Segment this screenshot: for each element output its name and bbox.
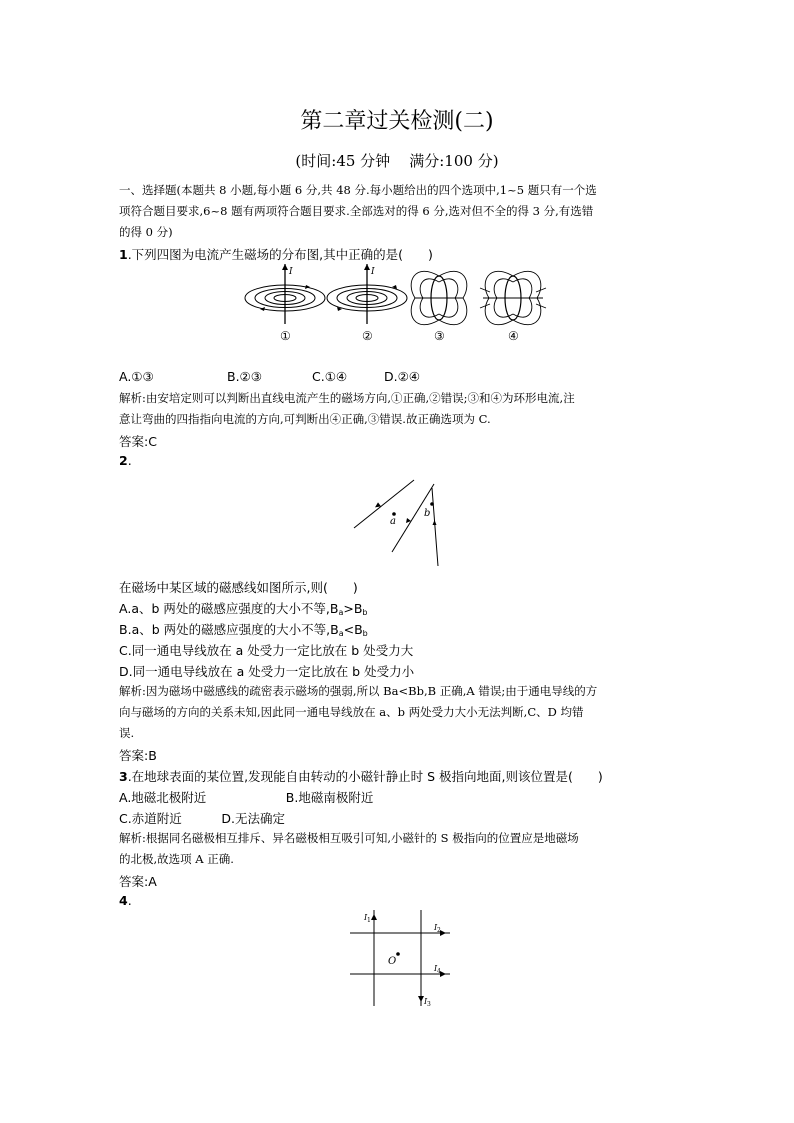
- q4-number: 4.: [119, 893, 132, 908]
- fig2-current-label: I: [371, 267, 375, 277]
- q2-opt-a-prefix: A.: [119, 601, 132, 616]
- point-a-label: a: [390, 516, 396, 527]
- q2-analysis-line3: 误.: [119, 726, 135, 740]
- label-i4-sub: 4: [437, 968, 441, 975]
- q3-options-row1: A.地磁北极附近 B.地磁南极附近: [119, 790, 374, 805]
- q4-number-text: 4: [119, 893, 128, 908]
- q2-option-a: [119, 599, 367, 617]
- q2-opt-a-text: a、b 两处的磁感应强度的大小不等,B: [131, 601, 339, 616]
- label-i3: I: [424, 997, 428, 1006]
- q3-options-row2: C.赤道附近 D.无法确定: [119, 811, 286, 826]
- q1-analysis-line2: 意让弯曲的四指指向电流的方向,可判断出④正确,③错误.故正确选项为 C.: [119, 412, 491, 426]
- q2-number: 2.: [119, 453, 132, 468]
- section-heading-line2: 项符合题目要求,6~8 题有两项符合题目要求.全部选对的得 6 分,选对但不全的得 3 分,有选错: [119, 204, 594, 218]
- q2-opt-a-relation: >B: [343, 601, 363, 616]
- q2-answer-value: :B: [144, 748, 157, 763]
- fig1-label: ①: [280, 329, 291, 343]
- q3-stem-text: .在地球表面的某位置,发现能自由转动的小磁针静止时 S 极指向地面,则该位置是( ): [127, 769, 603, 784]
- q2-opt-b-text: a、b 两处的磁感应强度的大小不等,B: [131, 622, 339, 637]
- point-b-label: b: [424, 508, 431, 519]
- q2-analysis-line2: 向与磁场的方向的关系未知,因此同一通电导线放在 a、b 两处受力大小无法判断,C、D 均错: [119, 705, 584, 719]
- fig1-current-label: I: [289, 267, 293, 277]
- q2-answer: [119, 746, 157, 764]
- q4-figure: [345, 908, 455, 1008]
- q2-opt-b-prefix: B.: [119, 622, 132, 637]
- q2-answer-label: 答案: [119, 748, 145, 763]
- q3-answer: [119, 872, 157, 890]
- q1-analysis-line1: [119, 390, 575, 406]
- q3-number: 3: [119, 769, 128, 784]
- q3-analysis-label: 解析: [119, 831, 142, 845]
- q3-analysis-line1: [119, 830, 579, 846]
- fig4-label: ④: [508, 329, 519, 343]
- label-i3-sub: 3: [427, 1001, 431, 1008]
- q3-answer-label: 答案: [119, 874, 145, 889]
- q1-stem-text: .下列四图为电流产生磁场的分布图,其中正确的是( ): [127, 247, 433, 262]
- q1-answer-label: 答案: [119, 434, 145, 449]
- q1-option-a: A.①③: [119, 369, 154, 384]
- figure-1-straight-wire: [245, 264, 325, 343]
- q1-number: 1: [119, 247, 128, 262]
- label-i2: I: [434, 923, 438, 932]
- label-i1-sub: 1: [367, 917, 371, 924]
- label-i2-sub: 2: [437, 927, 441, 934]
- q1-stem: [119, 245, 433, 263]
- q2-opt-b-sub1: a: [338, 629, 344, 638]
- q2-opt-a-sub1: a: [338, 608, 344, 617]
- q2-opt-b-relation: <B: [343, 622, 363, 637]
- q2-analysis-text1: :因为磁场中磁感线的疏密表示磁场的强弱,所以 Ba<Bb,B 正确,A 错误;由于通电导线的方: [142, 684, 598, 698]
- page-subtitle: (时间:45 分钟 满分:100 分): [295, 152, 499, 170]
- q1-answer-value: :C: [144, 434, 157, 449]
- q2-option-b: [119, 620, 368, 638]
- q3-answer-value: :A: [144, 874, 157, 889]
- q1-figure: [240, 262, 560, 344]
- q3-analysis-line2: 的北极,故选项 A 正确.: [119, 852, 234, 866]
- q1-analysis-text1: :由安培定则可以判断出直线电流产生的磁场方向,①正确,②错误;③和④为环形电流,注: [142, 391, 575, 405]
- q1-analysis-label: 解析: [119, 391, 142, 405]
- q2-number-text: 2: [119, 453, 128, 468]
- q1-option-d: D.②④: [384, 369, 421, 384]
- section-heading-line1: 一、选择题(本题共 8 小题,每小题 6 分,共 48 分.每小题给出的四个选项中,1~5 题只有一个选: [119, 183, 597, 197]
- page-title: 第二章过关检测(二): [300, 109, 494, 134]
- q2-stem: 在磁场中某区域的磁感线如图所示,则( ): [119, 580, 358, 595]
- fig3-label: ③: [434, 329, 445, 343]
- point-o-label: O: [388, 956, 397, 967]
- section-heading-line3: 的得 0 分): [119, 225, 173, 239]
- q2-figure: [350, 474, 450, 570]
- q2-analysis-line1: [119, 683, 597, 699]
- label-i4: I: [434, 964, 438, 973]
- figure-3-ring-current: [411, 271, 467, 343]
- q2-option-d: D.同一通电导线放在 a 处受力一定比放在 b 处受力小: [119, 664, 415, 679]
- q2-analysis-label: 解析: [119, 684, 142, 698]
- q1-answer: [119, 432, 157, 450]
- q1-option-b: B.②③: [227, 369, 262, 384]
- q3-analysis-text1: :根据同名磁极相互排斥、异名磁极相互吸引可知,小磁针的 S 极指向的位置应是地磁场: [142, 831, 579, 845]
- q3-stem: [119, 767, 603, 785]
- label-i1: I: [364, 913, 368, 922]
- figure-2-straight-wire: [327, 264, 407, 343]
- q1-option-c: C.①④: [312, 369, 348, 384]
- fig2-label: ②: [362, 329, 373, 343]
- q2-opt-b-sub2: b: [362, 629, 368, 638]
- figure-4-ring-current: [480, 271, 546, 343]
- q2-opt-a-sub2: b: [362, 608, 368, 617]
- q2-option-c: C.同一通电导线放在 a 处受力一定比放在 b 处受力大: [119, 643, 414, 658]
